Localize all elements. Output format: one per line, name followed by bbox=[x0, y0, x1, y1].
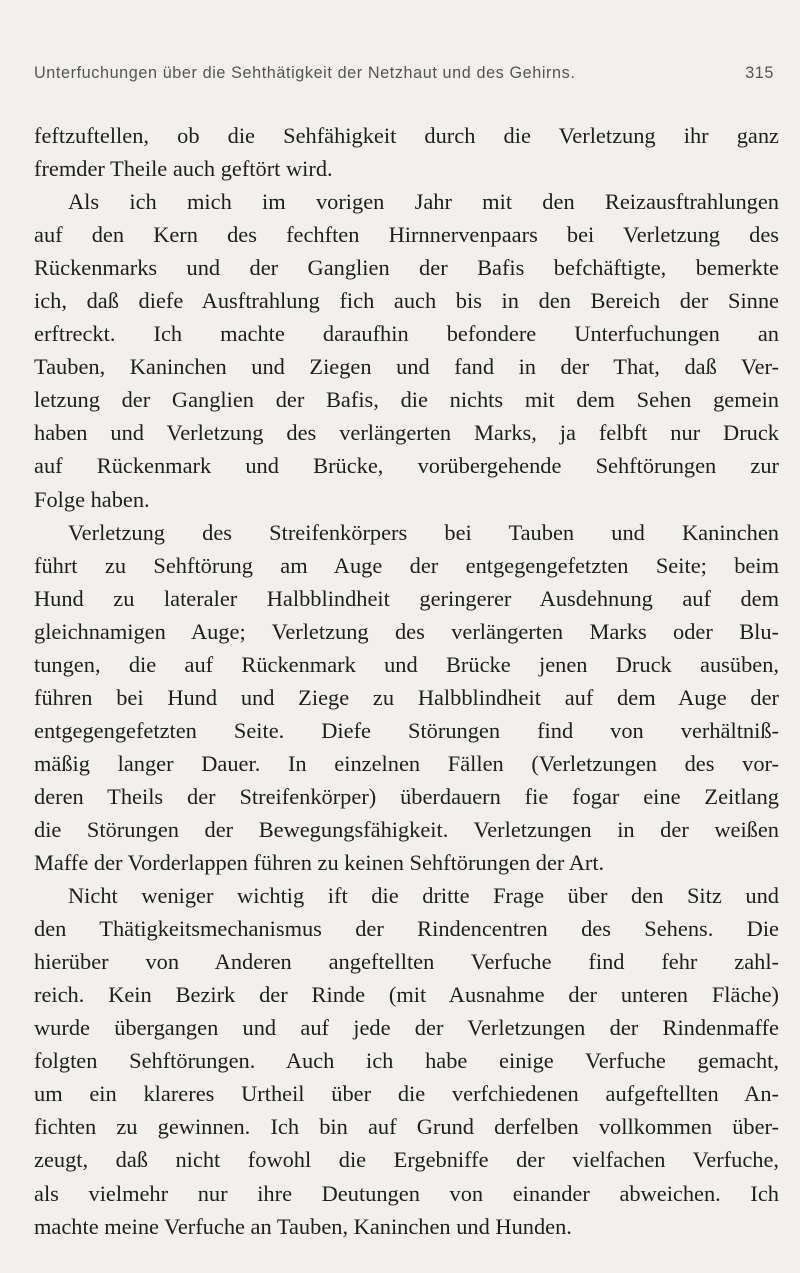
running-head-title: Unterfuchungen über die Sehthätigkeit der Netzhaut und des Gehirns. bbox=[34, 64, 576, 82]
text-line: haben und Verletzung des verlängerten Marks, ja felbft nur Druck bbox=[34, 420, 779, 446]
running-head bbox=[34, 64, 774, 90]
text-line: fremder Theile auch geftört wird. bbox=[34, 156, 333, 182]
text-line: deren Theils der Streifenkörper) überdauern fie fogar eine Zeitlang bbox=[34, 783, 779, 809]
text-line: Folge haben. bbox=[34, 486, 150, 512]
text-line: folgten Sehftörungen. Auch ich habe einige Verfuche gemacht, bbox=[34, 1048, 779, 1074]
text-line: mäßig langer Dauer. In einzelnen Fällen (Verletzungen des vor- bbox=[34, 750, 779, 776]
text-line: wurde übergangen und auf jede der Verletzungen der Rindenmaffe bbox=[34, 1015, 779, 1041]
text-line: reich. Kein Bezirk der Rinde (mit Ausnahme der unteren Fläche) bbox=[34, 982, 779, 1008]
text-line: führt zu Sehftörung am Auge der entgegengefetzten Seite; beim bbox=[34, 552, 779, 578]
text-line: fichten zu gewinnen. Ich bin auf Grund derfelben vollkommen über- bbox=[34, 1114, 779, 1140]
text-line: den Thätigkeitsmechanismus der Rindencentren des Sehens. Die bbox=[34, 916, 779, 942]
text-line: Hund zu lateraler Halbblindheit geringerer Ausdehnung auf dem bbox=[34, 585, 779, 611]
text-line: die Störungen der Bewegungsfähigkeit. Verletzungen in der weißen bbox=[34, 816, 779, 842]
body-text bbox=[34, 119, 779, 1243]
text-line: hierüber von Anderen angeftellten Verfuche find fehr zahl- bbox=[34, 949, 779, 975]
text-line: Maffe der Vorderlappen führen zu keinen Sehftörungen der Art. bbox=[34, 850, 605, 876]
text-line: Verletzung des Streifenkörpers bei Tauben und Kaninchen bbox=[68, 519, 779, 545]
text-line: auf den Kern des fechften Hirnnervenpaars bei Verletzung des bbox=[34, 222, 779, 248]
text-line: ich, daß diefe Ausftrahlung fich auch bis in den Bereich der Sinne bbox=[34, 288, 779, 314]
text-line: als vielmehr nur ihre Deutungen von einander abweichen. Ich bbox=[34, 1180, 779, 1206]
text-line: Als ich mich im vorigen Jahr mit den Reizausftrahlungen bbox=[68, 189, 779, 215]
text-line: entgegengefetzten Seite. Diefe Störungen find von verhältniß- bbox=[34, 717, 779, 743]
text-line: machte meine Verfuche an Tauben, Kaninchen und Hunden. bbox=[34, 1213, 572, 1239]
text-line: feftzuftellen, ob die Sehfähigkeit durch die Verletzung ihr ganz bbox=[34, 123, 779, 148]
page-number: 315 bbox=[745, 64, 774, 82]
text-line: zeugt, daß nicht fowohl die Ergebniffe der vielfachen Verfuche, bbox=[34, 1147, 779, 1173]
text-line: erftreckt. Ich machte daraufhin befondere Unterfuchungen an bbox=[34, 321, 779, 347]
text-line: gleichnamigen Auge; Verletzung des verlängerten Marks oder Blu- bbox=[34, 618, 779, 644]
text-line: Tauben, Kaninchen und Ziegen und fand in der That, daß Ver- bbox=[34, 354, 779, 380]
text-line: auf Rückenmark und Brücke, vorübergehende Sehftörungen zur bbox=[34, 453, 779, 479]
text-line: Rückenmarks und der Ganglien der Bafis befchäftigte, bemerkte bbox=[34, 255, 779, 281]
text-line: führen bei Hund und Ziege zu Halbblindheit auf dem Auge der bbox=[34, 684, 779, 710]
text-line: Nicht weniger wichtig ift die dritte Frage über den Sitz und bbox=[68, 883, 779, 909]
text-line: tungen, die auf Rückenmark und Brücke jenen Druck ausüben, bbox=[34, 651, 779, 677]
text-line: letzung der Ganglien der Bafis, die nichts mit dem Sehen gemein bbox=[34, 387, 779, 413]
text-line: um ein klareres Urtheil über die verfchiedenen aufgeftellten An- bbox=[34, 1081, 779, 1107]
